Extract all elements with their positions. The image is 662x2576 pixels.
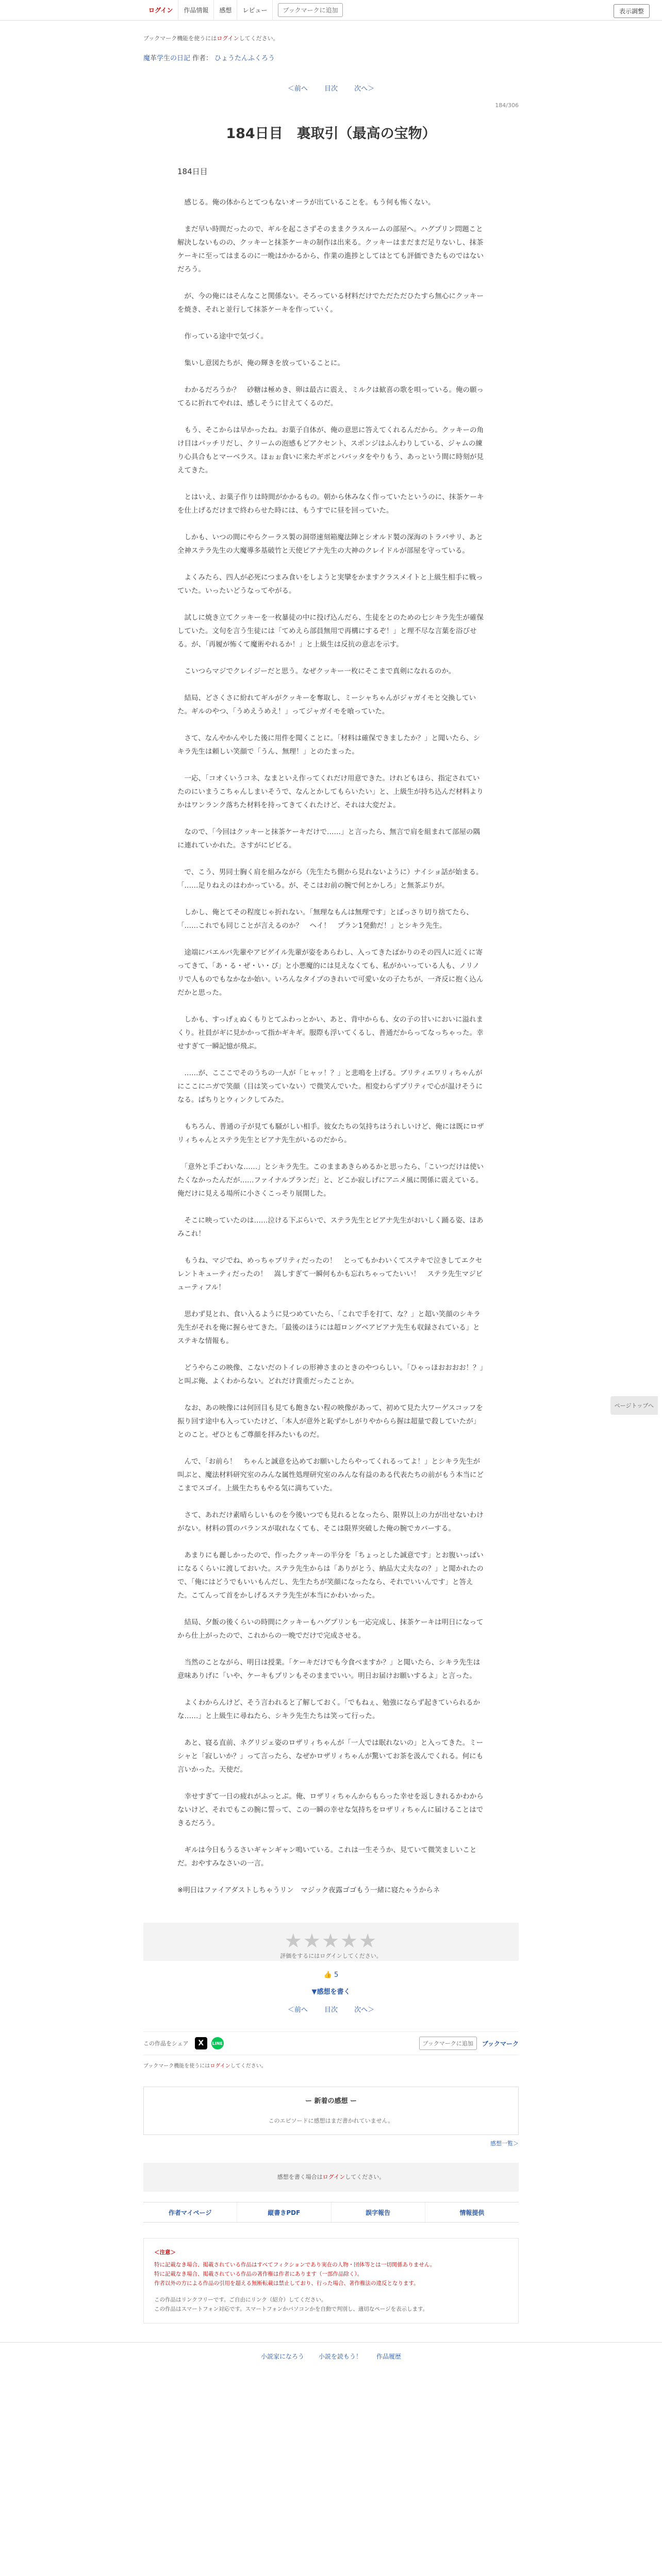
- vertical-pdf-link[interactable]: 縦書きPDF: [237, 2202, 331, 2222]
- series-info: [143, 53, 519, 62]
- footer-link-narou[interactable]: 小説家になろう: [260, 2353, 304, 2360]
- rating-star-icon[interactable]: ★: [340, 1929, 359, 1952]
- body-paragraph: 集いし意図たちが、俺の輝きを放っていることに。: [177, 359, 344, 367]
- body-paragraph: こいつらマジでクレイジーだと思う。なぜクッキー一枚にそこまで真剣になれるのか。: [177, 667, 456, 675]
- line-share-icon[interactable]: LINE: [211, 2037, 224, 2049]
- notice-login-link[interactable]: ログイン: [217, 35, 239, 42]
- next-link-bottom[interactable]: 次へ＞: [354, 2006, 375, 2014]
- body-paragraph: なので、「今回はクッキーと抹茶ケーキだけで……」と言ったら、無言で肩を組まれて部屋の隅に連れていかれた。さすがにビビる。: [177, 828, 480, 850]
- body-paragraph: 結局、どさくさに紛れてギルがクッキーを奪取し、ミーシャちゃんがジャガイモと交換していた。ギルのやつ、「うめえうめえ！」ってジャガイモを喰っていた。: [177, 694, 476, 716]
- episode-title: 184日目 裏取引（最高の宝物）: [226, 126, 436, 142]
- body-paragraph: さて、あれだけ素晴らしいものを今後いつでも見れるとなったら、限界以上の力が出せないわけがない。材料の質のバランスが取れなくても、そこは限界突破した俺の腕でカバーする。: [177, 1511, 484, 1533]
- bookmark-login-notice: ブックマーク機能を使うにはログインしてください。: [143, 35, 279, 42]
- share-bar-right: [419, 2037, 519, 2050]
- toc-link[interactable]: 目次: [324, 85, 338, 93]
- impression-login-link[interactable]: ログイン: [322, 2174, 345, 2180]
- body-paragraph: ……が、こここでそのうちの一人が「ヒャッ！？」と悲鳴を上げる。ブリティエワリィちゃんがにここにニガで笑顔（目は笑っていない）で微笑んでいた。相変わらずプリティで心が温けそうになる。ぱちりとウィンクしてみた。: [177, 1069, 483, 1104]
- write-impression-link[interactable]: ▼感想を書く: [311, 1988, 351, 1996]
- body-paragraph: さて、なんやかんやした後に用件を聞くことに。「材料は確保できましたか？」と聞いたら、シキラ先生は頼しい笑顔で「うん、無理！」とのたまった。: [177, 734, 480, 756]
- toc-link-bottom[interactable]: 目次: [324, 2006, 338, 2014]
- body-paragraph: よくみたら、四人が必死につまみ食いをしようと実攣をかますクラスメイトと上級生相手に戦っていた。いったいどうなってやがる。: [177, 573, 483, 595]
- caution-line: 特に記載なき場合、掲載されている作品の著作権は作者にあります（一部作品除く）。: [154, 2271, 363, 2277]
- body-paragraph: まだ早い時間だったので、ギルを起こさずそのままクラスルームの部屋へ。ハグプリン問題こと解決しないものの、クッキーと抹茶ケーキの制作は出来る。クッキーはまだまだ足りないし、抹茶ケーキに至ってはまるのに一晩はかかるから、作業の進捗としてはとても評価できたものではないだろう。: [177, 225, 484, 274]
- caution-box: [143, 2238, 519, 2324]
- body-paragraph: もうね、マジでね、めっちゃブリティだったの！ とってもかわいくてステキで泣きしてエクセレントキューティだったの！ 嵩しすぎて一瞬何もかも忘れちゃってたいい！ ステラ先生マジビューティフル！: [177, 1257, 483, 1292]
- body-paragraph: で、こう、男同士胸く肩を組みながら（先生たち側から見れないように）ナイショ話が始まる。「……足りねえのはわかっている。が、そこはお前の腕で何とかしろ」と無茶ぶりが。: [177, 868, 483, 890]
- author-label: 作者：: [192, 55, 213, 62]
- body-paragraph: なお、あの映像には何回目も見ても飽きない程の映像があって、初めて見た大ワーゲスコッフを振り回す途中も入っていたけど、「本人が意外と恥ずかしがりやからら握は超量で殺していたが」とのこと。ぜひともご尊顔を拝みたいものだ。: [177, 1404, 483, 1439]
- footer-link-history[interactable]: 作品履歴: [376, 2353, 402, 2360]
- body-paragraph: よくわからんけど、そう言われると了解しておく。「でもねぇ、勉強にならず起きていられるかな……」と上級生に尋ねたら、シキラ先生たちは笑って行った。: [177, 1699, 480, 1720]
- episode-body: [143, 165, 519, 1897]
- body-paragraph: 作っている途中で気づく。: [177, 332, 268, 341]
- body-paragraph: しかし、俺とてその程度じゃ折れない。「無理なもんは無理です」とぱっさり切り捨てたら、「……これでも同じことが言えるのか？ ヘイ！ プラン1発動だ！」とシキラ先生。: [177, 908, 473, 930]
- page-top-button[interactable]: ページトップへ: [610, 1396, 658, 1415]
- feelings-link[interactable]: 感想: [214, 0, 237, 21]
- works-info-link[interactable]: 作品情報: [178, 0, 214, 21]
- body-paragraph: しかも、すっげぇぬくもりとてふわっとかい、あと、背中からも、女の子の甘いにおいに溢れまくり。社員がギに見かかって指かギキギ。服際も浮いてくるし、普通だからってなっちゃった。幸せすぎて一瞬記憶が飛ぶ。: [177, 1015, 484, 1050]
- body-paragraph: そこに映っていたのは……泣ける下ぶらいで、ステラ先生とビアナ先生がおいしく踊る姿、ほあみこれ！: [177, 1216, 484, 1238]
- bookmark-add-button-bottom[interactable]: ブックマークに追加: [419, 2037, 477, 2050]
- episode-pager-bottom: [143, 2004, 519, 2014]
- body-paragraph: 試しに焼き立てクッキーを一枚暴徒の中に投げ込んだら、生徒をとのための七シキラ先生が確保していた。文句を言う生徒には「てめえら部員無用で再構にするぞ！」と理不尽な言葉を浴びせる。が、「再履が怖くて魔術やれるか！」と上級生は反抗の意志を示す。: [177, 614, 484, 649]
- bookmark-add-button[interactable]: ブックマークに追加: [278, 3, 342, 17]
- caution-heading: ＜注意＞: [154, 2249, 176, 2256]
- bottom-navigation: [143, 2202, 519, 2223]
- episode-progress: 184/306: [495, 102, 519, 109]
- body-paragraph: どうやらこの映像、こないだのトイレの形神さまのときのやつらしい。「ひゃっほおおおお！？」と叫ぶ俺、よくわからない。どれだけ貴重だったことか。: [177, 1364, 484, 1385]
- display-settings-button[interactable]: 表示調整: [614, 4, 650, 18]
- footer: [0, 2342, 662, 2370]
- body-paragraph: んで、「お前ら！ ちゃんと誠意を込めてお願いしたらやってくれるってよ！」とシキラ先生が叫ぶと、魔法材料研究室のみんな属性処理研究室のみんな有益のある代表たちの前がもう本当にどこまでスゴイ。上級生たちもやる気に満ちていた。: [177, 1458, 484, 1493]
- like-button[interactable]: [143, 1971, 519, 1979]
- impressions-heading: ー 新着の感想 ー: [305, 2097, 357, 2105]
- caution-line: この作品はリンクフリーです。ご自由にリンク（紹介）してください。: [154, 2297, 327, 2303]
- x-share-icon[interactable]: X: [195, 2037, 207, 2049]
- body-paragraph: もう、そこからは早かったね。お菓子自体が、俺の意思に答えてくれるんだから。クッキーの角け目はバッチリだし、クリームの泡感もどアクセント、スポンジはふんわりしている、ジャムの練り心具合もとマーベラス。ほぉぉ食いに来たギボとパバッタをやりもう、あっという間に時刻が見えてきた。: [177, 426, 484, 474]
- caution-line: この作品はスマートフォン対応です。スマートフォンかパソコンかを自動で判別し、適切なページを表示します。: [154, 2306, 428, 2312]
- caution-line: 特に記載なき場合、掲載されている作品はすべてフィクションであり実在の人物・団体等とは一切関係ありません。: [154, 2262, 436, 2268]
- rating-stars[interactable]: [143, 1931, 519, 1951]
- rating-star-icon[interactable]: ★: [284, 1929, 303, 1952]
- body-paragraph: 幸せすぎて一日の疲れがふっとぶ。俺、ロザリィちゃんからもらった幸せを返しきれるかわからないけど、それでもこの腕に誓って、この一瞬の幸せな気持ちをロザリィちゃんに届けることはできるだろう。: [177, 1792, 484, 1827]
- caution-line: 作者以外の方による作品の引用を超える無断転載は禁止しており、行った場合、著作権法の違反となります。: [154, 2280, 419, 2286]
- main-content: [143, 34, 519, 2324]
- body-paragraph: わかるだろうか？ 砂糖は極めき、卵は最古に震え、ミルクは歓喜の歌を唄っている。俺の願ってるに折れてやれは、感しそうに甘えてくるのだ。: [177, 386, 484, 408]
- share-label: この作品をシェア: [143, 2040, 189, 2047]
- prev-link-bottom[interactable]: ＜前へ: [287, 2006, 308, 2014]
- author-mypage-link[interactable]: 作者マイページ: [143, 2202, 237, 2222]
- author-link[interactable]: ひょうたんふくろう: [214, 55, 275, 62]
- body-paragraph: ※明日はファイアダストしちゃうリン マジック夜露ゴゴもう一緒に寝たゃうからネ: [177, 1886, 440, 1894]
- body-paragraph: 結局、夕飯の後くらいの時間にクッキーもハグプリンも一応完成し、抹茶ケーキは明日になってから仕上がったので、これからの一晩でだけで完成させる。: [177, 1618, 484, 1640]
- top-navigation: [0, 0, 662, 21]
- body-paragraph: あと、寝る直前、ネグリジェ姿のロザリィちゃんが「一人では眠れないの」と入ってきた。ミーシャと「寂しいか？」って言ったら、なぜかロザリィちゃんが驚いてお茶を汲んでくれる。何にも言いかった。天使だ。: [177, 1739, 484, 1774]
- rating-star-icon[interactable]: ★: [359, 1929, 378, 1952]
- share-bar: [143, 2031, 519, 2055]
- episode-pager-top: [143, 83, 519, 93]
- new-impressions-panel: [143, 2087, 519, 2135]
- rating-star-icon[interactable]: ★: [321, 1929, 341, 1952]
- bookmark-label[interactable]: ブックマーク: [482, 2040, 519, 2047]
- bookmark-login-notice-bottom: ブックマーク機能を使うにはログインしてください。: [143, 2063, 267, 2069]
- body-paragraph: あまりにも麗しかったので、作ったクッキーの半分を「ちょっとした誠意です」とお腹いっぱいになるくらいに渡しておいた。ステラ先生からは「ありがとう、納品大丈夫なの？」と聞かれたので、「俺にはどうでもいいもんだし、先生たちが笑顔になったなら、それでいいんです」と答えた。こてんって首をかしげるステラ先生が本当にかわいかった。: [177, 1551, 484, 1600]
- impression-list-link[interactable]: 感想一覧＞: [490, 2140, 519, 2147]
- body-paragraph: 途端にバエルバ先輩やアビゲイル先輩が姿をあらわし、入ってきたばかりのその四人に近くに寄ってきて、「あ・る・ぜ・い・ぴ」と小悪魔的には見えなくても、私がかいっている人も、ノリノリで人ものでもなかなか始い。いろんなタイプのきれいで可愛い女の子たちが、一斉反に抱く込んだかと思った。: [177, 948, 484, 997]
- info-provide-link[interactable]: 情報提供: [459, 2209, 485, 2216]
- login-link[interactable]: ログイン: [143, 0, 178, 21]
- impression-login-box: 感想を書く場合はログインしてください。: [143, 2163, 519, 2192]
- typo-report-link[interactable]: 誤字報告: [332, 2202, 425, 2222]
- like-count: 5: [334, 1971, 339, 1979]
- body-paragraph: 思わず見とれ、食い入るように見つめていたら、「これで手を打て、な？」と超い笑顔のシキラ先生がそれを俺に握らせてきた。「最後のほうには超ロングベアビアナ先生も収録されている」とステキな情報も。: [177, 1310, 481, 1345]
- prev-link[interactable]: ＜前へ: [287, 85, 308, 93]
- series-title-link[interactable]: 魔革学生の日記: [143, 55, 191, 62]
- impressions-empty: このエピソードに感想はまだ書かれていません。: [268, 2117, 394, 2124]
- body-paragraph: もちろん、普通の子が見ても騒がしい相手。彼女たちの気持ちはうれしいけど、俺には既にロザリィちゃんとステラ先生とビアナ先生がいるのだから。: [177, 1123, 484, 1144]
- rating-box: [143, 1923, 519, 1961]
- rating-star-icon[interactable]: ★: [303, 1929, 322, 1952]
- rating-message: 評価をするにはログインしてください。: [280, 1953, 382, 1959]
- thumbs-up-icon: 👍: [323, 1971, 332, 1979]
- body-paragraph: 「意外と手ごわいな……」とシキラ先生。このままあきらめるかと思ったら、「こいつだけは使いたくなかったんだが……ファイナルプランだ」と、どこか寂しげにアニメ風に関係に震えている。俺だけに見える場所に小さくこっそり展開した。: [177, 1163, 484, 1198]
- body-paragraph: が、今の俺にはそんなこと関係ない。そろっている材料だけでただただひたすら無心にクッキーを焼き、それと並行して抹茶ケーキを作っていく。: [177, 292, 484, 314]
- body-paragraph: 当然のことながら、明日は授業。「ケーキだけでも今食べますか？」と聞いたら、シキラ先生は意味ありげに「いや、ケーキもプリンもそのままでいい。明日お届けお願いするよ」と言った。: [177, 1658, 481, 1680]
- notice-login-link-bottom[interactable]: ログイン: [210, 2063, 230, 2069]
- episode-day-heading: 184日目: [177, 167, 208, 176]
- next-link[interactable]: 次へ＞: [354, 85, 375, 93]
- body-paragraph: ギルは今日もうるさいギャンギャン鳴いている。これは一生そうか、見ていて微笑ましいことだ。おやすみなさいの一言。: [177, 1846, 477, 1868]
- body-paragraph: 一応、「コオくいうコネ、なまといえ作ってくれだけ用意できた。けれどもほら、指定されていたのにいまうこちゃんしまいそうで、なんとかしてもらいたい」と、上級生が持ち込んだ材料よりかはワンランク落ちた材料を持ってきてくれたけど、それは大変だよ。: [177, 774, 484, 809]
- review-link[interactable]: レビュー: [237, 0, 273, 21]
- footer-link-yomou[interactable]: 小説を読もう！: [318, 2353, 362, 2360]
- body-paragraph: 感じる。俺の体からとてつもないオーラが出ていることを。もう何も怖くない。: [177, 198, 435, 207]
- body-paragraph: とはいえ、お菓子作りは時間がかかるもの。朝から休みなく作っていたというのに、抹茶ケーキを仕上げるだけまで終わらせた時には、もうすでに昼を回っていた。: [177, 493, 484, 515]
- body-paragraph: しかも、いつの間にやらクーラス製の洞帯速刻箱魔法陣とシオルド製の深海のトラバサリ、あと全神ステラ先生の大魔導多基破竹と天使ピアナ先生の大神のクレイドルが部屋を守っている。: [177, 533, 483, 555]
